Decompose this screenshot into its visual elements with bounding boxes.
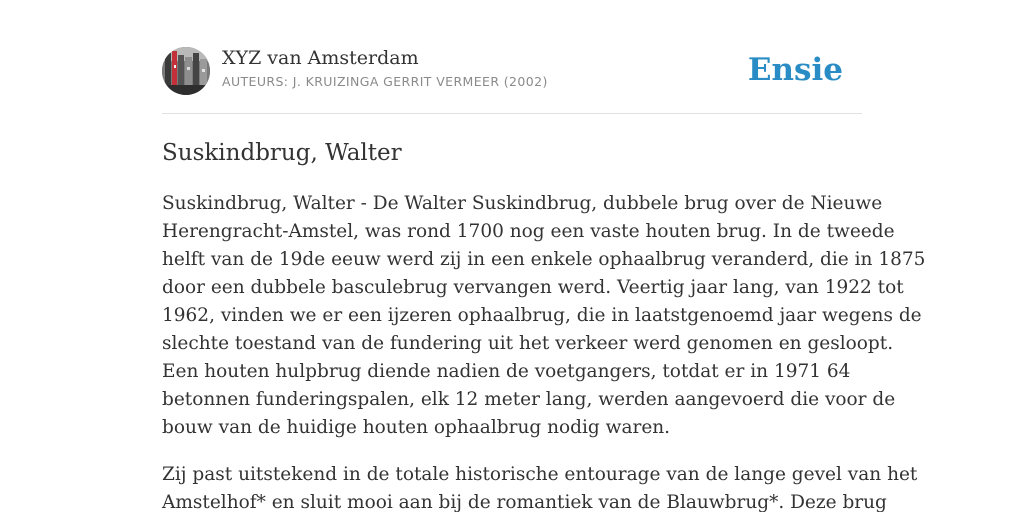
book-cover-avatar[interactable] xyxy=(162,47,210,95)
entry-title: Suskindbrug, Walter xyxy=(162,140,402,166)
text-line: helft van de 19de eeuw werd zij in een enkele ophaalbrug veranderd, die in 1875 xyxy=(162,249,926,270)
ensie-logo[interactable]: Ensie xyxy=(747,52,843,88)
book-cover-image xyxy=(162,47,210,95)
text-line: betonnen funderingspalen, elk 12 meter lang, werden aangevoerd die voor de xyxy=(162,389,896,410)
text-line: Amstelhof* en sluit mooi aan bij de romantiek van de Blauwbrug*. Deze brug xyxy=(162,492,887,512)
text-line: Suskindbrug, Walter - De Walter Suskindbrug, dubbele brug over de Nieuwe xyxy=(162,193,883,214)
book-authors: AUTEURS: J. KRUIZINGA GERRIT VERMEER (2002) xyxy=(222,74,548,89)
text-line: door een dubbele basculebrug vervangen werd. Veertig jaar lang, van 1922 tot xyxy=(162,277,904,298)
text-line: Zij past uitstekend in de totale historische entourage van de lange gevel van het xyxy=(162,464,918,485)
text-line: bouw van de huidige houten ophaalbrug nodig waren. xyxy=(162,417,671,438)
book-title[interactable]: XYZ van Amsterdam xyxy=(222,47,419,69)
entry-body xyxy=(162,190,926,512)
book-header xyxy=(162,46,862,114)
text-line: slechte toestand van de fundering uit het verkeer werd genomen en gesloopt. xyxy=(162,333,894,354)
text-line: Herengracht-Amstel, was rond 1700 nog een vaste houten brug. In de tweede xyxy=(162,221,895,242)
entry-paragraph-2 xyxy=(162,461,918,512)
text-line: Een houten hulpbrug diende nadien de voetgangers, totdat er in 1971 64 xyxy=(162,361,851,382)
text-line: 1962, vinden we er een ijzeren ophaalbrug, die in laatstgenoemd jaar wegens de xyxy=(162,305,922,326)
entry-paragraph-1 xyxy=(162,190,926,442)
